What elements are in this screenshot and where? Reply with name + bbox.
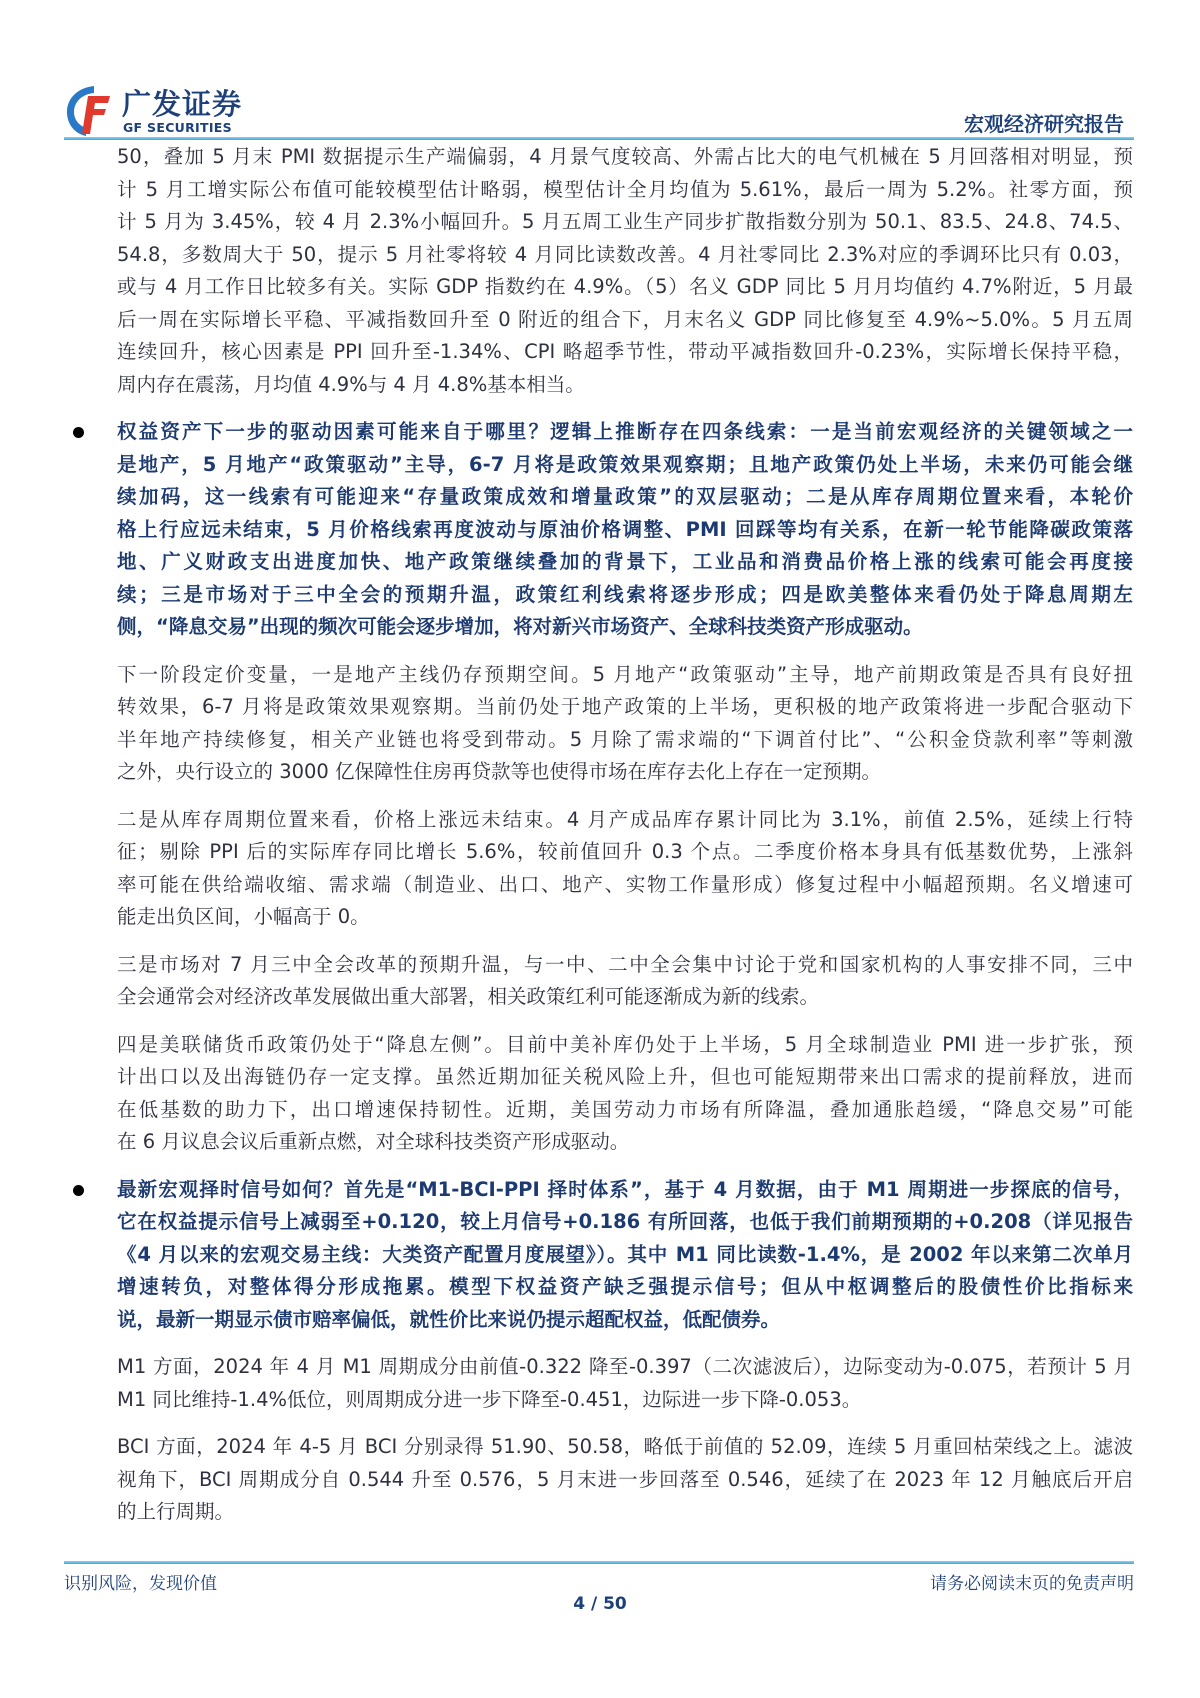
report-body	[117, 141, 1133, 1544]
text-line: 周内存在震荡，月均值 4.9%与 4 月 4.8%基本相当。	[117, 372, 585, 396]
text-line: 在低基数的助力下，出口增速保持韧性。近期，美国劳动力市场有所降温，叠加通胀趋缓，“降息交易”可能	[117, 1097, 1133, 1121]
text-line: 或与 4 月工作日比较多有关。实际 GDP 指数约在 4.9%。（5）名义 GDP 同比 5 月月均值约 4.7%附近，5 月最	[117, 275, 1133, 298]
body-paragraph	[117, 659, 1133, 789]
bullet-icon	[73, 427, 84, 438]
text-line: M1 同比维持-1.4%低位，则周期成分进一步下降至-0.451，边际进一步下降-0.053。	[117, 1387, 862, 1411]
text-line: 计 5 月工增实际公布值可能较模型估计略弱，模型估计全月均值为 5.61%，最后一周为 5.2%。社零方面，预	[117, 177, 1133, 201]
text-line: 能走出负区间，小幅高于 0。	[117, 905, 370, 928]
text-line: 后一周在实际增长平稳、平减指数回升至 0 附近的组合下，月末名义 GDP 同比修复至 4.9%~5.0%。5 月五周	[117, 307, 1133, 331]
text-line: 是地产，5 月地产“政策驱动”主导，6-7 月将是政策效果观察期；且地产政策仍处上半场，未来仍可能会继	[117, 452, 1133, 476]
page-number: 4 / 50	[573, 1594, 627, 1614]
text-line: 侧，“降息交易”出现的频次可能会逐步增加，将对新兴市场资产、全球科技类资产形成驱动。	[117, 615, 923, 638]
text-line: 格上行应远未结束，5 月价格线索再度波动与原油价格调整、PMI 回踩等均有关系，在新一轮节能降碳政策落	[117, 517, 1133, 541]
body-paragraph	[117, 1029, 1133, 1159]
text-line: 在 6 月议息会议后重新点燃，对全球科技类资产形成驱动。	[117, 1130, 630, 1153]
text-line: 54.8，多数周大于 50，提示 5 月社零将较 4 月同比读数改善。4 月社零同比 2.3%对应的季调环比只有 0.03，	[117, 242, 1133, 266]
text-line: BCI 方面，2024 年 4-5 月 BCI 分别录得 51.90、50.58，略低于前值的 52.09，连续 5 月重回枯荣线之上。滤波	[117, 1435, 1133, 1458]
text-line: 续加码，这一线索有可能迎来“存量政策成效和增量政策”的双层驱动；二是从库存周期位置来看，本轮价	[117, 485, 1133, 508]
bullet-paragraph	[117, 1174, 1133, 1337]
text-line: 半年地产持续修复，相关产业链也将受到带动。5 月除了需求端的“下调首付比”、“公积金贷款利率”等刺激	[117, 727, 1133, 751]
text-line: 视角下，BCI 周期成分自 0.544 升至 0.576，5 月末进一步回落至 0.546，延续了在 2023 年 12 月触底后开启	[117, 1467, 1133, 1491]
text-line: 增速转负，对整体得分形成拖累。模型下权益资产缺乏强提示信号；但从中枢调整后的股债性价比指标来	[117, 1275, 1133, 1298]
body-paragraph	[117, 1351, 1133, 1416]
bullet-icon	[73, 1185, 84, 1196]
text-line: 下一阶段定价变量，一是地产主线仍存预期空间。5 月地产“政策驱动”主导，地产前期政策是否具有良好扭	[117, 662, 1133, 686]
gf-securities-logo	[64, 82, 264, 138]
text-line: 它在权益提示信号上减弱至+0.120，较上月信号+0.186 有所回落，也低于我们前期预期的+0.208（详见报告	[117, 1210, 1133, 1233]
text-line: 转效果，6-7 月将是政策效果观察期。当前仍处于地产政策的上半场，更积极的地产政策将进一步配合驱动下	[117, 695, 1133, 718]
text-line: 二是从库存周期位置来看，价格上涨远未结束。4 月产成品库存累计同比为 3.1%，前值 2.5%，延续上行特	[117, 807, 1133, 831]
text-line: 率可能在供给端收缩、需求端（制造业、出口、地产、实物工作量形成）修复过程中小幅超预期。名义增速可	[117, 872, 1133, 896]
text-line: 三是市场对 7 月三中全会改革的预期升温，与一中、二中全会集中讨论于党和国家机构的人事安排不同，三中	[117, 952, 1133, 976]
body-paragraph	[117, 141, 1133, 401]
text-line: 全会通常会对经济改革发展做出重大部署，相关政策红利可能逐渐成为新的线索。	[117, 985, 820, 1008]
body-paragraph	[117, 804, 1133, 934]
logo-text-en: GF SECURITIES	[123, 120, 232, 135]
logo-text-cn: 广发证券	[122, 87, 243, 121]
text-line: 的上行周期。	[117, 1500, 235, 1523]
text-line: 续；三是市场对于三中全会的预期升温，政策红利线索将逐步形成；四是欧美整体来看仍处于降息周期左	[117, 582, 1133, 606]
body-paragraph	[117, 949, 1133, 1014]
text-line: 地、广义财政支出进度加快、地产政策继续叠加的背景下，工业品和消费品价格上涨的线索可能会再度接	[117, 550, 1133, 573]
text-line: 《4 月以来的宏观交易主线：大类资产配置月度展望》）。其中 M1 同比读数-1.4%，是 2002 年以来第二次单月	[117, 1242, 1133, 1266]
text-line: 之外，央行设立的 3000 亿保障性住房再贷款等也使得市场在库存去化上存在一定预期。	[117, 760, 882, 783]
text-line: 四是美联储货币政策仍处于“降息左侧”。目前中美补库仍处于上半场，5 月全球制造业 PMI 进一步扩张，预	[117, 1032, 1133, 1056]
text-line: 连续回升，核心因素是 PPI 回升至-1.34%、CPI 略超季节性，带动平减指数回升-0.23%，实际增长保持平稳，	[117, 340, 1133, 363]
header-divider	[64, 137, 1134, 140]
body-paragraph	[117, 1431, 1133, 1529]
footer-slogan: 识别风险，发现价值	[64, 1574, 217, 1594]
text-line: 征；剔除 PPI 后的实际库存同比增长 5.6%，较前值回升 0.3 个点。二季度价格本身具有低基数优势，上涨斜	[117, 840, 1133, 863]
report-type-title: 宏观经济研究报告	[964, 112, 1124, 136]
text-line: 说，最新一期显示债市赔率偏低，就性价比来说仍提示超配权益，低配债券。	[117, 1307, 781, 1331]
bullet-paragraph	[117, 416, 1133, 644]
footer-disclaimer-note: 请务必阅读末页的免责声明	[930, 1574, 1134, 1594]
gf-logo-mark-icon	[64, 82, 112, 138]
footer-divider	[64, 1561, 1134, 1564]
text-line: 计 5 月为 3.45%，较 4 月 2.3%小幅回升。5 月五周工业生产同步扩散指数分别为 50.1、83.5、24.8、74.5、	[117, 210, 1133, 233]
text-line: 权益资产下一步的驱动因素可能来自于哪里？逻辑上推断存在四条线索：一是当前宏观经济的关键领域之一	[117, 420, 1133, 443]
text-line: 最新宏观择时信号如何？首先是“M1-BCI-PPI 择时体系”，基于 4 月数据，由于 M1 周期进一步探底的信号，	[117, 1177, 1133, 1201]
text-line: M1 方面，2024 年 4 月 M1 周期成分由前值-0.322 降至-0.397（二次滤波后），边际变动为-0.075，若预计 5 月	[117, 1355, 1133, 1378]
text-line: 计出口以及出海链仍存一定支撑。虽然近期加征关税风险上升，但也可能短期带来出口需求的提前释放，进而	[117, 1065, 1133, 1088]
text-line: 50，叠加 5 月末 PMI 数据提示生产端偏弱，4 月景气度较高、外需占比大的电气机械在 5 月回落相对明显，预	[117, 145, 1133, 168]
